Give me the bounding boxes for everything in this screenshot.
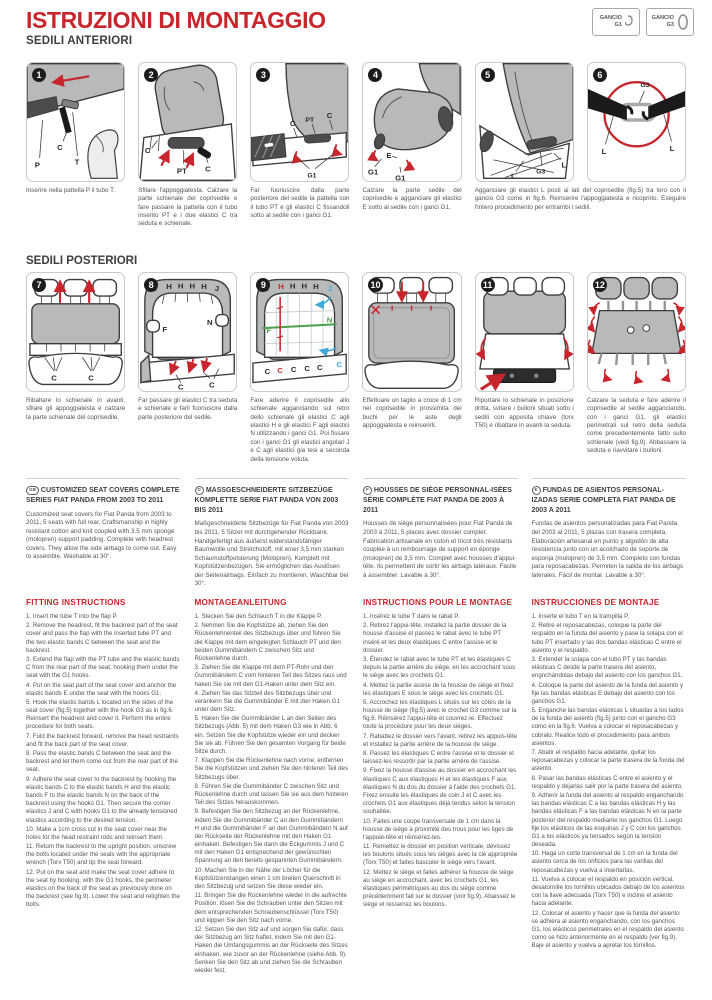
instructions-steps-es [532, 613, 687, 951]
instruction-step: 2. Nehmen Sie die Kopfstütze ab, ziehen Sie den Rückenlehnenteil des Sitzbezugs über und führen Sie die Klappe mit dem eingelegten Schlauch PT und den beiden Gummibändern C zwischen Sitz und Rückenlehne durch. [194, 622, 341, 662]
figure-number: 5 [481, 68, 495, 82]
instruction-step: 2. Retire el reposacabezas, coloque la parte del respaldo en la funda del asiento y pase la solapa con el tubo PT insertado y las dos bandas elásticas C entre el asiento y el respaldo. [531, 622, 683, 654]
svg-text:C: C [205, 164, 211, 174]
figure-caption: Sfilare l'appoggiatesta. Calzare la parte schienale del coprisedile e fare passare la pattella con il tubo inserito PT e i due elastici C tra seduta e schienale. [138, 187, 238, 228]
intro-heading-es: E FUNDAS DE ASIENTOS PERSONAL-IZADAS SERIE COMPLETA FIAT PANDA DE 2003 A 2011 [531, 487, 676, 514]
instructions-column-en [26, 598, 181, 1000]
instruction-step: 8. Pass the elastic bands C between the seat and the backrest and let them come out from the rear part of the seat. [26, 750, 178, 774]
svg-text:C: C [304, 363, 311, 373]
intro-column-en [26, 478, 181, 590]
svg-text:L: L [601, 147, 607, 157]
svg-text:C: C [291, 364, 297, 374]
instruction-step: 5. Hook the elastic bands L located on the sides of the seat cover (fig.5) together with the hook G3 as in fig.6. Reinsert the headrest and cover it. Perform the entire procedure for both seats. [26, 698, 174, 731]
hook-g1-label: GANCIO G1 [599, 15, 622, 28]
svg-text:L: L [669, 144, 675, 154]
instruction-step: 1. Insert the tube T into the flap P. [26, 613, 118, 620]
instructions-column-de [195, 598, 350, 1000]
svg-text:G1: G1 [368, 167, 379, 177]
instruction-step: 5. Accrochez les élastiques L situés sur les côtés de la housse de siège (fig.5) avec le crochet G3 comme sur la fig.6. Réinsérez l'appui-tête et couvrez-le. Effectuez toute la procédure pour les deux sièges. [363, 698, 517, 731]
product-intro-columns [26, 478, 686, 590]
instruction-step: 1. Stecken Sie den Schlauch T in die Klappe P. [194, 613, 323, 620]
instruction-step: 9. Adhere the seat cover to the backrest by hooking the elastic bands C to the elastic bands H and the elastic bands F to the elastic bands N on the back of the backrest using the hooks G1. Then secure the corner elastics J and C with hooks G1 to the already tensioned elastics according to the desired tension. [26, 775, 178, 824]
page-title: ISTRUZIONI DI MONTAGGIO [26, 7, 326, 33]
svg-text:F: F [162, 325, 168, 334]
svg-text:H: H [290, 281, 296, 291]
instruction-step: 2. Retirez l'appui-tête, installez la partie dossier de la housse d'assise et passez le rabat avec le tube PT inséré et les deux élastiques C entre l'assise et le dossier. [363, 622, 507, 654]
svg-text:C: C [178, 382, 184, 391]
figure-caption: Calzare la seduta e fare aderire il coprisedile al sedile agganciando, con i ganci G1, gli elastici perimetrali sul retro della seduta come precedentemente fatto sullo schienale (vedi fig.9). Abbassare la seduta e riavvitare i bulloni. [586, 397, 686, 455]
instruction-step: 11. Remettez le dossier en position verticale, dévissez les boulons situés sous les sièges avec la clé appropriée (Torx T50) et faites basculer le siège vers l'avant. [363, 843, 518, 867]
figure-5 [475, 62, 574, 182]
svg-text:N: N [207, 318, 213, 328]
instruction-step: 8. Passez les élastiques C entre l'assise et le dossier et laissez-les ressortir par la partie arrière de l'assise. [363, 750, 515, 766]
instructions-heading-fr: INSTRUCTIONS POUR LE MONTAGE [363, 598, 513, 607]
g1-hook-icon [625, 14, 635, 30]
instruction-step: 11. Return the backrest to the upright position, unscrew the bolts located under the seats with the appropriate wrench (Torx T50) and tip the seat forward. [26, 843, 177, 867]
figure-11 [475, 272, 574, 392]
svg-text:C: C [88, 373, 94, 383]
svg-text:G1: G1 [307, 172, 317, 180]
figure-number: 7 [32, 278, 46, 292]
instruction-step: 10. Make a 1cm cross cut in the seat cover near the holes for the head restraint rods and reinsert them. [26, 825, 167, 841]
instructions-columns [26, 598, 686, 1000]
instruction-step: 3. Extender la solapa con el tubo PT y las bandas elásticas C desde la parte trasera del asiento, engnchándolas debajo del asiento con los ganchos G1. [531, 655, 683, 680]
instruction-step: 9. Fixez la housse d'assise au dossier en accrochant les élastiques C aux élastiques H et les élastiques F aux élastiques N du dos du dossier à l'aide des crochets G1. Fixez ensuite les élastiques de coin J et C avec les crochets G1 aux élastiques déjà tendus selon la tension souhaitée. [363, 767, 517, 816]
svg-text:C: C [51, 373, 57, 383]
instructions-column-es [532, 598, 687, 1000]
hook-g3-label: GANCIO G3 [651, 15, 674, 28]
intro-body-fr: Housses de siège personnalisées pour Fiat Panda de 2003 à 2011, 5 places avec dossier complet. Fabrication artisanale en coton et tricot très résistants couplée à un rembourrage de support en éponge (molopren) de 3,5 mm. Complet avec housses d'appui-tête. Ils permettent de sortir les airbags latéraux. Facile à assembler. Lavable à 30°. [363, 520, 517, 579]
figure-number: 6 [593, 68, 607, 82]
figure-9 [250, 272, 349, 392]
instruction-step: 10. Machen Sie in der Nähe der Löcher für die Kopfstützenstangen einen 1 cm breiten Querschnitt in den Sitzbezug und setzen Sie diese wieder ein. [194, 866, 341, 890]
instructions-steps-fr [363, 613, 518, 910]
svg-text:E: E [386, 150, 392, 160]
intro-heading-de: D MASSGESCHNEIDERTE SITZBEZÜGE KOMPLETTE SERIE FIAT PANDA VON 2003 BIS 2011 [194, 487, 339, 514]
svg-text:PT: PT [177, 166, 187, 176]
instruction-step: 9. Befestigen Sie den Sitzbezug an der Rückenlehne, indem Sie die Gummibänder C an den Gummibändern H und die Gummibänder F an den Gummibändern N auf der Rückseite der Rückenlehne mit den Haken G1 einhaken. Befestigen Sie dann die Eckgummis J und C mit den Haken G1 entsprechend der gewünschten Spannung an den bereits gespannten Gummibändern. [194, 808, 348, 865]
svg-text:T: T [74, 157, 80, 167]
svg-text:C: C [264, 366, 271, 376]
instruction-step: 4. Mettez la partie assise de la housse de siège et fixez les élastiques E sous le siège avec les crochets G1. [363, 681, 514, 697]
country-badge-e: E [532, 486, 541, 495]
svg-text:G3: G3 [535, 168, 545, 176]
figure-7 [26, 272, 125, 392]
instructions-steps-en [26, 613, 181, 910]
intro-column-de [195, 478, 350, 590]
figure-8 [138, 272, 237, 392]
instruction-step: 8. Führen Sie die Gummibänder C zwischen Sitz und Rückenlehne durch und lassen Sie sie aus dem hinteren Teil des Sitzes herauskommen. [194, 782, 349, 807]
hook-legend [592, 8, 694, 36]
figure-2 [138, 62, 237, 182]
instruction-step: 1. Inserte el tubo T en la trampilla P. [531, 613, 630, 620]
svg-text:H: H [301, 281, 308, 291]
figure-10 [362, 272, 461, 392]
instruction-step: 4. Coloque la parte del asiento de la funda del asiento y fije las bandas elásticas E debajo del asiento con los ganchos G1. [531, 681, 684, 705]
instructions-heading-de: MONTAGEANLEITUNG [194, 598, 287, 607]
figure-number: 11 [481, 278, 495, 292]
figure-caption: Riportare lo schienale in posizione dritta, svitare i bulloni situati sotto i sedili con apposita chiave (torx T50) e ribaltare in avanti la seduta. [474, 397, 574, 430]
intro-heading-en: GB CUSTOMIZED SEAT COVERS COMPLETE SERIES FIAT PANDA FROM 2003 TO 2011 [26, 487, 180, 504]
header [26, 0, 686, 62]
instruction-step: 8. Pasar las bandas elásticas C entre el asiento y el respaldo y dejarlas salir por la parte trasera del asiento. [531, 774, 683, 790]
svg-text:C: C [209, 380, 215, 390]
svg-text:H: H [313, 282, 320, 292]
svg-text:H: H [278, 282, 285, 292]
instruction-step: 7. Rabattez le dossier vers l'avant, retirez les appuis-tête et installez la partie arrière de la housse de siège. [363, 732, 518, 748]
figure-6 [587, 62, 686, 182]
instruction-step: 4. Ziehen Sie das Sitzteil des Sitzbezugs über und verankern Sie die Gummibänder E mit den Haken G1 unter dem Sitz. [194, 689, 340, 714]
svg-text:C: C [290, 118, 296, 128]
svg-text:PT: PT [305, 117, 315, 124]
figure-caption: Far passare gli elastici C tra seduta e schienale e farli fuoriuscire dalla parte posteriore del sedile. [138, 397, 238, 421]
instruction-step: 12. Mettez le siège et faites adhérer la housse de siège au siège en accrochant, avec les crochets G1, les élastiques périmétriques au dos du siège comme précédemment fait sur le dossier (voir fig.9). Abaissez le siège et resserrez les boulons. [363, 868, 516, 909]
figure-caption: Ribaltare lo schienale in avanti, sfilare gli appoggiatesta e calzare la parte schienale del coprisedile. [26, 397, 126, 421]
figure-number: 1 [32, 68, 46, 82]
figure-caption: Agganciare gli elastici L posti ai lati del coprisedile (fig.5) tra loro con il gancio G3 come in fig.6. Reinserire l'appoggiatesta e ricoprirlo. Eseguire l'intero procedimento per entrambi i sedili. [474, 187, 686, 211]
svg-text:H: H [189, 281, 196, 291]
instruction-step: 7. Fold the backrest forward, remove the head restraints and fit the back part of the seat cover. [26, 732, 179, 748]
hook-legend-g1 [592, 8, 640, 36]
instructions-steps-de [195, 613, 350, 975]
svg-text:H: H [178, 281, 184, 291]
svg-text:L: L [561, 160, 566, 170]
svg-text:G1: G1 [395, 173, 406, 181]
instructions-heading-en: FITTING INSTRUCTIONS [26, 598, 126, 607]
instruction-step: 12. Colocar el asiento y hacer que la funda del asiento se adhiera al asiento enganchando, con los ganchos G1, los elásticos perimetrales en el respaldo del asiento como se hizo anteriormente en el respaldo (ver fig.9). Baje el asiento y vuelva a apretar los tornillos. [531, 909, 684, 950]
svg-text:H: H [166, 282, 172, 292]
instruction-step: 5. Enganche las bandas elásticas L situadas a los lados de la funda del asiento (fig.5) junto con el gancho G3 como en la fig.6. Vuelva a colocar el reposacabezas y cúbralo. Realice todo el procedimiento para ambos asientos. [531, 707, 684, 747]
instruction-step: 3. Extend the flap with the PT tube and the elastic bands C from the rear part of the seat, hooking them under the seat with the G1 hooks. [26, 655, 180, 680]
figure-caption: Effettuare un taglio a croce di 1 cm nel coprisedile in prossimita dei buchi per le aste degli appoggiatesta e reinserirli. [362, 397, 462, 430]
figure-number: 2 [144, 68, 158, 82]
instruction-step: 12. Setzen Sie den Sitz auf und sorgen Sie dafür, dass der Sitzbezug am Sitz haftet, indem Sie mit den G1-Haken die Umfangsgummis an der Rückseite des Sitzes einhaken, wie zuvor an der Rückenlehne (siehe Abb. 9). Senken Sie den Sitz ab und ziehen Sie die Schrauben wieder fest. [194, 925, 348, 974]
figure-number: 9 [256, 278, 270, 292]
rear-seats-heading-row [26, 248, 686, 272]
figure-12 [587, 272, 686, 392]
instruction-step: 7. Abatir el respaldo hacia adelante, quitar los reposacabezas y colocar la parte trasera de la funda del asiento. [531, 749, 685, 773]
figure-number: 10 [370, 280, 381, 290]
front-seats-heading: SEDILI ANTERIORI [26, 35, 133, 47]
svg-text:N: N [327, 315, 333, 325]
figure-number: 4 [368, 68, 382, 82]
svg-text:C: C [57, 143, 63, 153]
intro-body-es: Fundas de asientos personalizadas para Fiat Panda del 2003 al 2011, 5 plazas con trasera completa. Elaboración artesanal en punto y algodón de alta resistencia junto con un acolchado de soporte de esponja (molopren) de 3,5 mm. Completo con fundas para reposacabezas. Permiten la salida de los airbags laterales. Fácil de montar. Lavable a 30°. [531, 520, 684, 579]
instruction-step: 3. Ziehen Sie die Klappe mit dem PT-Rohr und den Gummibändern C vom hinteren Teil des Sitzes raus und haken Sie sie mit den G1-Haken unter dem Sitz ein. [194, 664, 347, 688]
svg-text:P: P [34, 160, 40, 170]
intro-column-es [532, 478, 687, 590]
front-captions-row [26, 182, 686, 248]
intro-heading-fr: F HOUSSES DE SIÈGE PERSONNAL-ISÉES SÉRIE COMPLÈTE FIAT PANDA DE 2003 À 2011 [363, 487, 512, 514]
figure-number: 8 [144, 278, 158, 292]
svg-text:C: C [327, 111, 333, 121]
figure-number: 3 [256, 68, 270, 82]
instruction-step: 1. Insérez le tube T dans le rabat P. [363, 613, 460, 620]
figure-1 [26, 62, 125, 182]
svg-text:C: C [336, 359, 343, 369]
svg-text:J: J [328, 284, 333, 294]
figure-caption: Fare aderire il coprisedile allo schienale agganciando sul retro dello schienale gli elastici C agli elastici H e gli elastici F agli elastici N utilizzando i ganci G1. Poi fissare con i ganci G1 gli elastici angolari J e C agli elastici gia tesi a seconda della tensione voluta. [250, 397, 350, 463]
instruction-step: 3. Étendez le rabat avec le tube PT et les élastiques C depuis la partie arrière du siège, en les accrochant sous le siège avec les crochets G1. [363, 655, 516, 680]
figure-caption: Calzare la parte sedile del coprisedile e agganciare gli elastici E sotto al sedile con i ganci G1. [362, 187, 462, 211]
instruction-step: 7. Klappen Sie die Rückenlehne nach vorne, entfernen Sie die Kopfstützen und ziehen Sie den hinteren Teil des Sitzbezugs über. [194, 757, 349, 781]
svg-text:C: C [144, 146, 151, 156]
front-figures-row [26, 62, 686, 182]
intro-column-fr [363, 478, 518, 590]
rear-captions-row [26, 392, 686, 472]
instructions-heading-es: INSTRUCCIONES DE MONTAJE [531, 598, 660, 607]
figure-number: 12 [594, 280, 605, 290]
intro-body-de: Maßgeschneiderte Sitzbezüge für Fiat Panda von 2003 bis 2011, 5 Sitzer mit durchgehender Rückbank. Handgefertigt aus äußerst widerstandsfähiger Baumwolle und Stretchstoff, mit einer 3,5 mm starken Schaumstoffpolsterung (Molopren). Komplett mit Kopfstützenbezügen. Sie ermöglichen das Auslösen der Seitenairbags. Einfach zu montieren. Waschbar bei 30°. [194, 520, 349, 588]
g3-ring-icon [677, 13, 689, 31]
instruction-step: 5. Haken Sie die Gummibänder L an den Seiten des Sitzbezugs (Abb. 5) mit dem Haken G3 wie in Abb. 6 ein. Setzen Sie die Kopfstütze wieder ein und decken Sie sie ab. Führen Sie den gesamten Vorgang für beide Sitze durch. [194, 715, 346, 755]
figure-4 [362, 62, 461, 182]
rear-seats-heading: SEDILI POSTERIORI [26, 255, 138, 267]
svg-text:H: H [201, 282, 207, 292]
country-badge-gb: GB [26, 486, 39, 495]
instruction-step: 11. Vuelva a colocar el respaldo en posición vertical, desatornille los tornillos ubicados debajo de los asientos con la llave adecuada (Torx T50) e incline el asiento hacia adelante. [531, 875, 685, 908]
country-badge-d: D [195, 486, 204, 495]
intro-body-en: Customized seat covers for Fiat Panda from 2003 to 2011, 5 seats with full rear. Craftsmanship in highly resistant cotton and knit coupled with 3.5 mm sponge (molopren) support padding. Complete with headrest covers. They allow the side airbags to come out. Easy to assemble. Washable at 30°. [26, 510, 177, 561]
svg-text:G3: G3 [640, 82, 650, 90]
instruction-step: 10. Haga un corte transversal de 1 cm en la funda del asiento cerca de los orificios para las varillas del reposacabezas y vuelva a insertarlas. [531, 850, 678, 874]
instruction-step: 4. Put on the seat part of the seat cover and anchor the elastic bands E under the seat with the hooks G1. [26, 681, 177, 697]
svg-text:C: C [317, 362, 324, 372]
country-badge-f: F [363, 486, 372, 495]
instruction-step: 2. Remove the headrest, fit the backrest part of the seat cover and pass the flap with the inserted tube PT and the two elastic bands C between the seat and the backrest. [26, 622, 178, 654]
figure-caption: Inserire nella pattella P il tubo T. [26, 187, 116, 194]
instruction-step: 11. Bringen Sie die Rückenlehne wieder in die aufrechte Position, lösen Sie die Schrauben unter den Sitzen mit dem entsprechenden Schraubenschlüssel (Torx T50) und kippen Sie den Sitz nach vorne. [194, 892, 347, 924]
svg-text:C: C [277, 365, 284, 375]
svg-text:F: F [266, 325, 272, 335]
svg-text:J: J [214, 284, 220, 294]
instructions-column-fr [363, 598, 518, 1000]
instruction-step: 10. Faites une coupe transversale de 1 cm dans la housse de siège à proximité des trous pour les tiges de l'appuie-tête et réinsérez-les. [363, 817, 514, 841]
figure-caption: Far fuoriuscire dalla parte posteriore del sedile la pattella con il tubo PT e gli elastici C fissandoli sotto al sedile con i ganci G1. [250, 187, 350, 220]
figure-3 [250, 62, 349, 182]
svg-text:L: L [510, 171, 516, 181]
instruction-step: 12. Put on the seat and make the seat cover adhere to the seat by hooking, with the G1 hooks, the perimeter elastics on the back of the seat as previously done on the backrest (see fig.9). Lower the seat and retighten the bolts. [26, 868, 180, 909]
instruction-step: 9. Adherir la funda del asiento al respaldo enganchando las bandas elásticas C a las bandas elásticas H y las bandas elásticas F a las bandas elásticas N en la parte posterior del respaldo mediante los ganchos G1. Luego fije los elásticos de las esquinas J y C con los ganchos G1 a los elásticos ya tensados según la tensión deseada. [531, 791, 684, 849]
hook-legend-g3 [646, 8, 694, 36]
rear-figures-row [26, 272, 686, 392]
